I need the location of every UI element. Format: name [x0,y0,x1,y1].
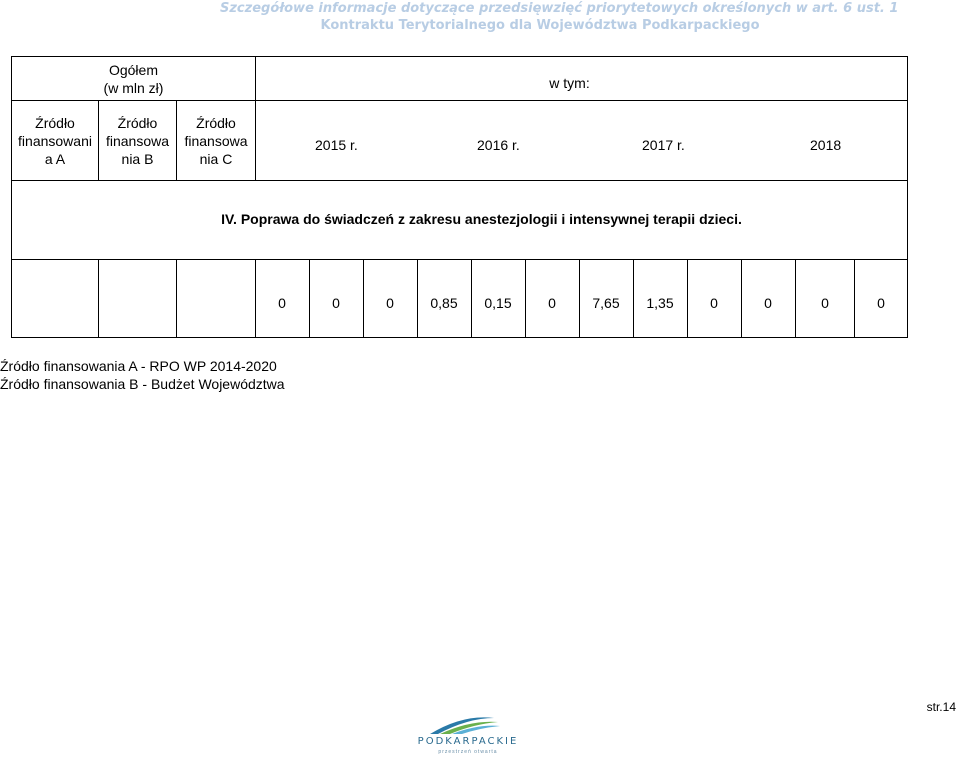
section-title: IV. Poprawa do świadczeń z zakresu anestezjologii i intensywnej terapii dzieci. [221,211,742,227]
total-header: Ogółem (w mln zł) [103,61,164,96]
value-2: 0 [332,295,340,311]
value-7: 7,65 [592,295,620,311]
value-9: 0 [710,295,718,311]
document-header-line2: Kontraktu Terytorialnego dla Województwa Podkarpackiego [320,18,760,33]
value-8: 1,35 [646,295,674,311]
document-header-line1: Szczegółowe informacje dotyczące przedsięwzięć priorytetowych określonych w art. 6 ust. 1 [220,1,899,16]
year-2018: 2018 [810,137,842,153]
source-b-header: Źródło finansowa nia B [105,114,170,167]
value-6: 0 [548,295,556,311]
value-4: 0,85 [430,295,458,311]
data-cell-source-b [98,259,177,338]
value-1: 0 [278,295,286,311]
year-2015: 2015 r. [315,137,358,153]
logo-text: PODKARPACKIE [417,736,519,747]
year-2017: 2017 r. [642,137,685,153]
breakdown-header-cell [255,56,908,101]
year-2016: 2016 r. [477,137,520,153]
source-c-header-cell [176,100,256,181]
source-a-header-cell [11,100,99,181]
total-header-cell [11,56,256,101]
podkarpackie-logo-icon [408,712,528,738]
section-title-cell [11,180,908,260]
value-10: 0 [764,295,772,311]
breakdown-header: w tym: [549,74,590,91]
value-3: 0 [386,295,394,311]
logo-subtitle: przestrzeń otwarta [438,749,498,755]
value-11: 0 [821,295,829,311]
page-number: str.14 [926,700,956,714]
source-c-header: Źródło finansowa nia C [184,114,248,167]
note-source-a: Źródło finansowania A - RPO WP 2014-2020 [0,358,277,374]
source-a-header: Źródło finansowani a A [18,114,92,167]
data-cell-source-c [176,259,256,338]
note-source-b: Źródło finansowania B - Budżet Województwa [0,376,285,392]
source-b-header-cell [98,100,177,181]
value-5: 0,15 [484,295,512,311]
value-12: 0 [877,295,885,311]
data-cell-source-a [11,259,99,338]
podkarpackie-logo [408,712,528,756]
